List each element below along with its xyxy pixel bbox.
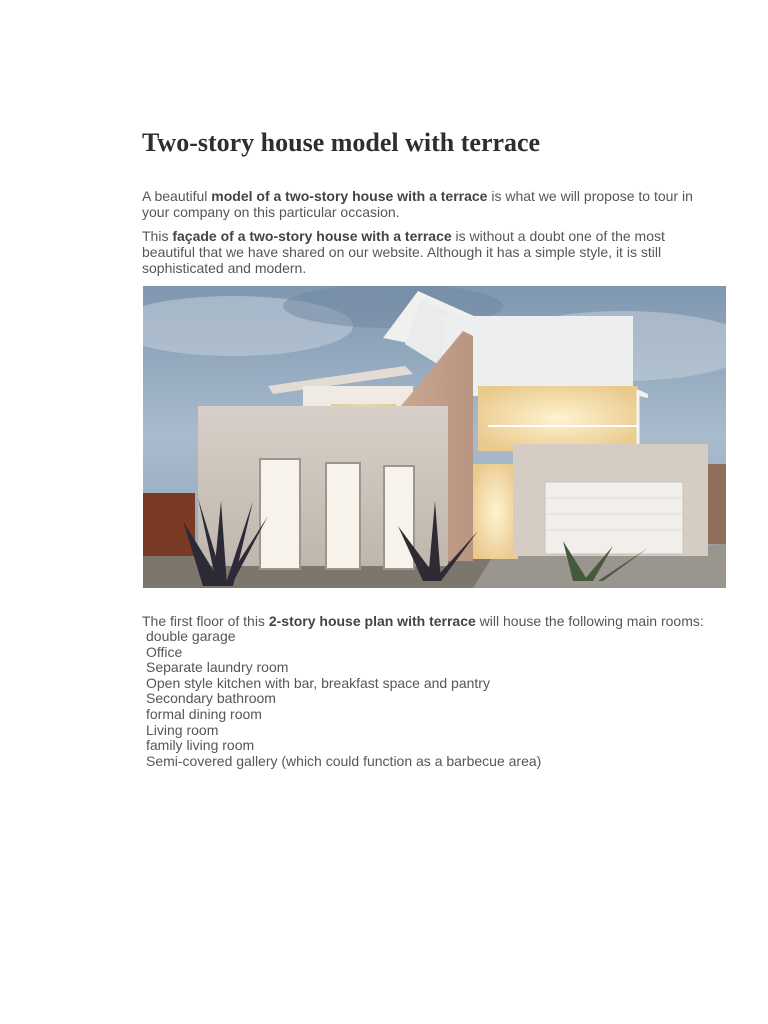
list-item: formal dining room [146,705,262,722]
house-photo [143,286,726,588]
facade-text-start: This [142,228,173,244]
first-floor-text-start: The first floor of this [142,613,269,629]
list-item: family living room [146,737,255,754]
list-item: Living room [146,721,219,738]
list-item: Secondary bathroom [146,690,276,707]
intro-text-start: A beautiful [142,188,212,204]
intro-bold-text: model of a two-story house with a terrace [211,188,488,204]
list-item: Office [146,643,183,660]
first-floor-bold-text: 2-story house plan with terrace [268,613,476,629]
page-title: Two-story house model with terrace [142,128,541,157]
facade-bold-text: façade of a two-story house with a terrace [172,228,452,244]
room-list [146,629,541,769]
list-item: double garage [146,628,236,644]
first-floor-text-end: will house the following main rooms: [475,613,704,629]
intro-paragraph [142,188,702,220]
list-item: Separate laundry room [146,659,289,676]
facade-text-end: is without a doubt one of the most beautiful that we have shared on our website. Although it has a simple style, it is still sophisticated and modern. [142,228,665,276]
list-item: Open style kitchen with bar, breakfast space and pantry [146,674,490,691]
list-item: Semi-covered gallery (which could function as a barbecue area) [146,752,542,769]
intro-text-end: is what we will propose to tour in your company on this particular occasion. [142,188,693,220]
facade-paragraph [142,228,702,276]
first-floor-paragraph [142,613,726,629]
